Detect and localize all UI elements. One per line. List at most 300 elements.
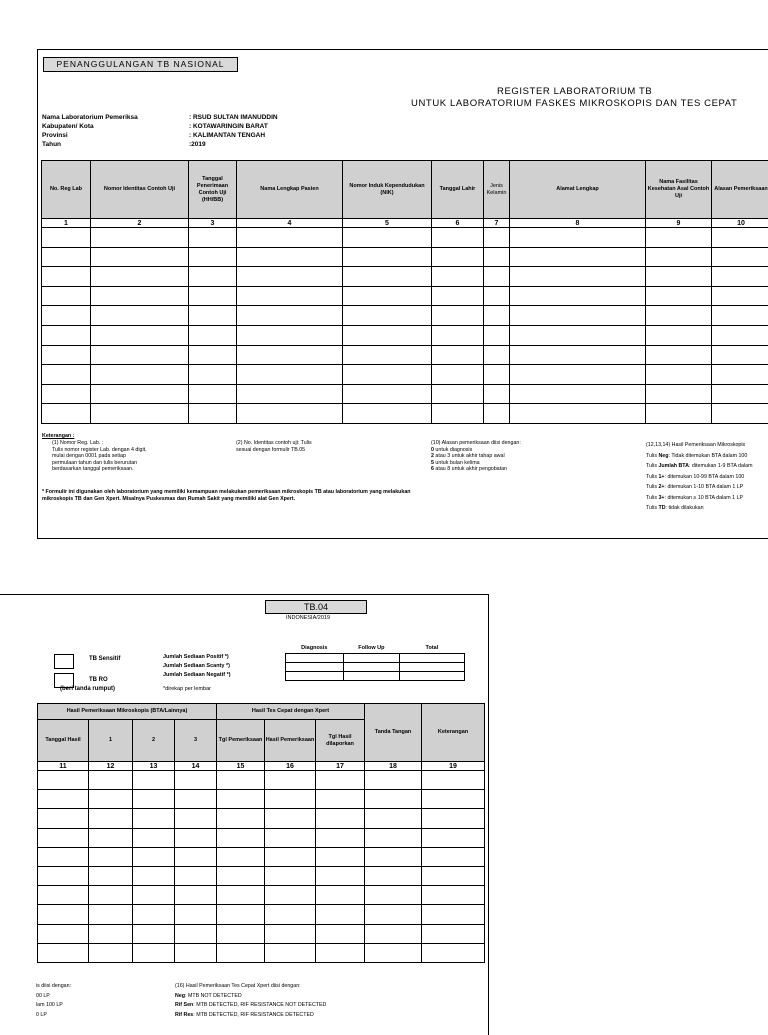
blank-cell[interactable] bbox=[91, 365, 189, 385]
col-number: 1 bbox=[42, 219, 91, 228]
blank-cell[interactable] bbox=[365, 943, 422, 962]
col-keterangan: Keterangan bbox=[422, 704, 485, 762]
blank-cell[interactable] bbox=[189, 384, 237, 404]
blank-cell[interactable] bbox=[712, 325, 768, 345]
blank-cell[interactable] bbox=[133, 886, 175, 905]
col-tgl-hasil-dilaporkan: Tgl Hasil dilaporkan bbox=[316, 720, 365, 762]
table-row bbox=[42, 325, 768, 345]
blank-cell[interactable] bbox=[38, 847, 89, 866]
blank-cell[interactable] bbox=[42, 247, 91, 267]
table-row bbox=[42, 365, 768, 385]
blank-cell[interactable] bbox=[365, 828, 422, 847]
blank-cell[interactable] bbox=[510, 325, 646, 345]
blank-cell[interactable] bbox=[42, 228, 91, 248]
note-code: 1+ bbox=[658, 474, 664, 480]
blank-cell[interactable] bbox=[510, 384, 646, 404]
blank-cell[interactable] bbox=[42, 404, 91, 424]
column-number-row bbox=[42, 219, 768, 228]
blank-cell[interactable] bbox=[365, 924, 422, 943]
xpert-notes-title: (16) Hasil Pemeriksaan Tes Cepat Xpert diisi dengan: bbox=[175, 982, 326, 992]
note-code: 5 bbox=[431, 460, 434, 466]
blank-cell[interactable] bbox=[133, 905, 175, 924]
tb-sensitif-checkbox[interactable] bbox=[54, 654, 74, 669]
blank-cell[interactable] bbox=[189, 404, 237, 424]
col-tgl-pemeriksaan: Tgl Pemeriksaan bbox=[217, 720, 265, 762]
table-row bbox=[42, 228, 768, 248]
blank-cell[interactable] bbox=[646, 404, 712, 424]
blank-cell[interactable] bbox=[217, 809, 265, 828]
col-tgl-lahir: Tanggal Lahir bbox=[432, 161, 484, 219]
blank-cell[interactable] bbox=[432, 384, 484, 404]
blank-cell[interactable] bbox=[484, 325, 510, 345]
blank-cell[interactable] bbox=[646, 228, 712, 248]
blank-cell[interactable] bbox=[343, 228, 432, 248]
blank-cell[interactable] bbox=[484, 267, 510, 287]
blank-cell[interactable] bbox=[217, 905, 265, 924]
col-tanda-tangan: Tanda Tangan bbox=[365, 704, 422, 762]
blank-cell[interactable] bbox=[510, 267, 646, 287]
blank-cell[interactable] bbox=[91, 286, 189, 306]
blank-cell[interactable] bbox=[38, 828, 89, 847]
blank-cell[interactable] bbox=[432, 325, 484, 345]
blank-cell[interactable] bbox=[484, 345, 510, 365]
table-row bbox=[38, 943, 485, 962]
register-table bbox=[41, 160, 768, 424]
footnote: * Formulir ini digunakan oleh laboratorium yang memiliki kemampuan melakukan pemeriksaan mikroskopis TB atau laboratorium yang melakukan mikroskopis TB dan Gen Xpert. Misalnya Puskesmas dan Rumah Sakit yang memiliki alat Gen Xpert. bbox=[42, 489, 762, 502]
blank-cell[interactable] bbox=[89, 828, 133, 847]
tb-sensitif-label: TB Sensitif bbox=[89, 656, 120, 662]
blank-cell[interactable] bbox=[646, 345, 712, 365]
blank-cell[interactable] bbox=[712, 247, 768, 267]
blank-cell[interactable] bbox=[42, 325, 91, 345]
blank-cell[interactable] bbox=[91, 345, 189, 365]
blank-cell[interactable] bbox=[646, 247, 712, 267]
blank-cell[interactable] bbox=[42, 384, 91, 404]
blank-cell[interactable] bbox=[91, 325, 189, 345]
note-text: : MTB DETECTED, RIF RESISTANCE NOT DETECTED bbox=[193, 1002, 326, 1008]
blank-cell[interactable] bbox=[343, 365, 432, 385]
note-mikroskopis: (12,13,14) Hasil Pemeriksaan Mikroskopis Tulis Neg: Tidak ditemukan BTA dalam 100 Tulis Jumlah BTA: ditemukan 1-9 BTA dalam Tulis 1+: ditemukan 10-99 BTA dalam 100 Tulis 2+: ditemukan 1-10 BTA dalam 1 LP Tulis 3+: ditemukan ≥ 10 BTA dalam 1 LP Tulis TD: tidak dilakukan bbox=[646, 440, 768, 514]
blank-cell[interactable] bbox=[38, 790, 89, 809]
blank-cell[interactable] bbox=[89, 809, 133, 828]
blank-cell[interactable] bbox=[712, 345, 768, 365]
note-code: Neg bbox=[175, 993, 185, 999]
blank-cell[interactable] bbox=[422, 866, 485, 885]
blank-cell[interactable] bbox=[265, 866, 316, 885]
col-number: 4 bbox=[237, 219, 343, 228]
blank-cell[interactable] bbox=[712, 286, 768, 306]
blank-cell[interactable] bbox=[91, 228, 189, 248]
blank-cell[interactable] bbox=[237, 286, 343, 306]
blank-cell[interactable] bbox=[91, 306, 189, 326]
blank-cell[interactable] bbox=[89, 924, 133, 943]
sum-row-label: Jumlah Sediaan Scanty *) bbox=[163, 662, 285, 671]
col-alasan: Alasan Pemeriksaan bbox=[712, 161, 768, 219]
col-number: 5 bbox=[343, 219, 432, 228]
blank-cell[interactable] bbox=[237, 267, 343, 287]
meta-value-kabupaten: : KOTAWARINGIN BARAT bbox=[189, 123, 268, 130]
note-text: : MTB DETECTED, RIF RESISTANCE DETECTED bbox=[193, 1012, 314, 1018]
blank-cell[interactable] bbox=[365, 790, 422, 809]
blank-cell[interactable] bbox=[237, 325, 343, 345]
blank-cell[interactable] bbox=[89, 866, 133, 885]
blank-cell[interactable] bbox=[422, 809, 485, 828]
blank-cell[interactable] bbox=[133, 866, 175, 885]
blank-cell[interactable] bbox=[510, 306, 646, 326]
blank-cell[interactable] bbox=[646, 286, 712, 306]
col-id-contoh: Nomor Identitas Contoh Uji bbox=[91, 161, 189, 219]
blank-cell[interactable] bbox=[265, 828, 316, 847]
left-note-line: 00 LP bbox=[36, 992, 71, 1002]
blank-cell[interactable] bbox=[217, 886, 265, 905]
note-id-contoh: (2) No. Identitas contoh uji: Tulis sesuai dengan formulir TB.05 bbox=[236, 440, 312, 453]
group-xpert: Hasil Tes Cepat dengan Xpert bbox=[217, 704, 365, 720]
blank-cell[interactable] bbox=[175, 866, 217, 885]
blank-cell[interactable] bbox=[175, 809, 217, 828]
checkbox-note: (beri tanda rumput) bbox=[60, 686, 115, 692]
blank-cell[interactable] bbox=[316, 847, 365, 866]
blank-cell[interactable] bbox=[365, 886, 422, 905]
blank-cell[interactable] bbox=[510, 228, 646, 248]
table-row bbox=[38, 886, 485, 905]
blank-cell[interactable] bbox=[38, 866, 89, 885]
blank-cell[interactable] bbox=[432, 247, 484, 267]
blank-cell[interactable] bbox=[712, 404, 768, 424]
blank-cell[interactable] bbox=[265, 847, 316, 866]
table-row bbox=[42, 306, 768, 326]
note-text: untuk diagnosis bbox=[434, 447, 472, 453]
blank-cell[interactable] bbox=[422, 886, 485, 905]
sum-note: *direkap per lembar bbox=[163, 686, 211, 692]
blank-cell[interactable] bbox=[175, 771, 217, 790]
blank-cell[interactable] bbox=[422, 771, 485, 790]
note-no-reg: (1) Nomor Reg. Lab. : Tulis nomor register Lab. dengan 4 digit, mulai dengan 0001 pada setiap permulaan tahun dan tulis berurutan berdasarkan tanggal pemeriksaan. bbox=[52, 440, 147, 473]
col-number: 9 bbox=[646, 219, 712, 228]
sum-row-label: Jumlah Sediaan Positif *) bbox=[163, 653, 285, 662]
blank-cell[interactable] bbox=[89, 886, 133, 905]
blank-cell[interactable] bbox=[38, 771, 89, 790]
blank-cell[interactable] bbox=[422, 790, 485, 809]
blank-cell[interactable] bbox=[189, 228, 237, 248]
blank-cell[interactable] bbox=[189, 306, 237, 326]
blank-cell[interactable] bbox=[432, 267, 484, 287]
col-number: 6 bbox=[432, 219, 484, 228]
blank-cell[interactable] bbox=[646, 306, 712, 326]
xpert-notes bbox=[175, 982, 326, 1020]
blank-cell[interactable] bbox=[42, 306, 91, 326]
blank-cell[interactable] bbox=[365, 866, 422, 885]
note-text: : ditemukan 1-9 BTA dalam bbox=[689, 463, 753, 469]
table-row bbox=[42, 267, 768, 287]
table-row bbox=[42, 384, 768, 404]
sum-header-total: Total bbox=[399, 644, 464, 653]
left-note-line: 0 LP bbox=[36, 1011, 71, 1021]
result-table bbox=[37, 703, 485, 963]
note-text: atau 3 untuk akhir tahap awal bbox=[434, 453, 505, 459]
blank-cell[interactable] bbox=[175, 886, 217, 905]
note-code: 2 bbox=[431, 453, 434, 459]
blank-cell[interactable] bbox=[343, 267, 432, 287]
col-number: 15 bbox=[217, 762, 265, 771]
blank-cell[interactable] bbox=[422, 905, 485, 924]
blank-cell[interactable] bbox=[189, 286, 237, 306]
blank-cell[interactable] bbox=[343, 325, 432, 345]
blank-cell[interactable] bbox=[217, 790, 265, 809]
note-code: Rif Res bbox=[175, 1012, 193, 1018]
note-code: Rif Sen bbox=[175, 1002, 193, 1008]
blank-cell[interactable] bbox=[343, 306, 432, 326]
blank-cell[interactable] bbox=[133, 828, 175, 847]
table-row bbox=[38, 924, 485, 943]
note-text: : tidak dilakukan bbox=[666, 505, 704, 511]
blank-cell[interactable] bbox=[237, 247, 343, 267]
col-number: 7 bbox=[484, 219, 510, 228]
blank-cell[interactable] bbox=[510, 345, 646, 365]
col-sample-1: 1 bbox=[89, 720, 133, 762]
blank-cell[interactable] bbox=[484, 365, 510, 385]
blank-cell[interactable] bbox=[38, 809, 89, 828]
blank-cell[interactable] bbox=[38, 905, 89, 924]
blank-cell[interactable] bbox=[316, 790, 365, 809]
blank-cell[interactable] bbox=[133, 809, 175, 828]
blank-cell[interactable] bbox=[365, 771, 422, 790]
blank-cell[interactable] bbox=[217, 847, 265, 866]
form-edition: INDONESIA/2019 bbox=[286, 615, 330, 621]
sum-header-followup: Follow Up bbox=[343, 644, 399, 653]
blank-cell[interactable] bbox=[175, 790, 217, 809]
blank-cell[interactable] bbox=[484, 384, 510, 404]
blank-cell[interactable] bbox=[189, 247, 237, 267]
blank-cell[interactable] bbox=[432, 306, 484, 326]
note-text: : MTB NOT DETECTED bbox=[185, 993, 242, 999]
blank-cell[interactable] bbox=[237, 365, 343, 385]
blank-cell[interactable] bbox=[646, 365, 712, 385]
note-code: 3+ bbox=[658, 495, 664, 501]
blank-cell[interactable] bbox=[316, 943, 365, 962]
blank-cell[interactable] bbox=[217, 943, 265, 962]
table-row bbox=[38, 847, 485, 866]
blank-cell[interactable] bbox=[712, 306, 768, 326]
blank-cell[interactable] bbox=[189, 365, 237, 385]
program-title-box: PENANGGULANGAN TB NASIONAL bbox=[43, 57, 238, 72]
blank-cell[interactable] bbox=[316, 924, 365, 943]
blank-cell[interactable] bbox=[89, 790, 133, 809]
meta-value-lab: : RSUD SULTAN IMANUDDIN bbox=[189, 114, 278, 121]
blank-cell[interactable] bbox=[712, 267, 768, 287]
blank-cell[interactable] bbox=[343, 345, 432, 365]
blank-cell[interactable] bbox=[432, 345, 484, 365]
blank-cell[interactable] bbox=[265, 790, 316, 809]
blank-cell[interactable] bbox=[484, 286, 510, 306]
left-note-line: lam 100 LP bbox=[36, 1001, 71, 1011]
blank-cell[interactable] bbox=[712, 365, 768, 385]
blank-cell[interactable] bbox=[38, 943, 89, 962]
blank-cell[interactable] bbox=[484, 228, 510, 248]
blank-cell[interactable] bbox=[133, 847, 175, 866]
blank-cell[interactable] bbox=[265, 924, 316, 943]
blank-cell[interactable] bbox=[175, 828, 217, 847]
blank-cell[interactable] bbox=[89, 943, 133, 962]
note-mikroskopis-title: (12,13,14) Hasil Pemeriksaan Mikroskopis bbox=[646, 440, 768, 451]
blank-cell[interactable] bbox=[510, 365, 646, 385]
blank-cell[interactable] bbox=[91, 384, 189, 404]
note-text: : ditemukan ≥ 10 BTA dalam 1 LP bbox=[665, 495, 743, 501]
col-hasil-pemeriksaan: Hasil Pemeriksaan bbox=[265, 720, 316, 762]
blank-cell[interactable] bbox=[175, 905, 217, 924]
tb-ro-label: TB RO bbox=[89, 677, 108, 683]
note-text: atau 8 untuk akhir pengobatan bbox=[434, 466, 507, 472]
blank-cell[interactable] bbox=[646, 384, 712, 404]
register-title: REGISTER LABORATORIUM TB bbox=[497, 86, 652, 97]
blank-cell[interactable] bbox=[422, 828, 485, 847]
blank-cell[interactable] bbox=[175, 847, 217, 866]
blank-cell[interactable] bbox=[316, 771, 365, 790]
blank-cell[interactable] bbox=[237, 404, 343, 424]
col-nik: Nomor Induk Kependudukan (NIK) bbox=[343, 161, 432, 219]
blank-cell[interactable] bbox=[91, 267, 189, 287]
blank-cell[interactable] bbox=[365, 847, 422, 866]
blank-cell[interactable] bbox=[217, 828, 265, 847]
sum-header-diagnosis: Diagnosis bbox=[285, 644, 343, 653]
blank-cell[interactable] bbox=[237, 384, 343, 404]
blank-cell[interactable] bbox=[42, 365, 91, 385]
note-code: 0 bbox=[431, 447, 434, 453]
blank-cell[interactable] bbox=[422, 847, 485, 866]
blank-cell[interactable] bbox=[365, 905, 422, 924]
blank-cell[interactable] bbox=[484, 306, 510, 326]
blank-cell[interactable] bbox=[316, 809, 365, 828]
col-number: 3 bbox=[189, 219, 237, 228]
col-alamat: Alamat Lengkap bbox=[510, 161, 646, 219]
note-code: Jumlah BTA bbox=[658, 463, 689, 469]
note-code: 2+ bbox=[658, 484, 664, 490]
blank-cell[interactable] bbox=[133, 790, 175, 809]
blank-cell[interactable] bbox=[217, 924, 265, 943]
col-number: 17 bbox=[316, 762, 365, 771]
blank-cell[interactable] bbox=[189, 345, 237, 365]
blank-cell[interactable] bbox=[316, 866, 365, 885]
meta-label-tahun: Tahun bbox=[42, 141, 61, 148]
blank-cell[interactable] bbox=[42, 286, 91, 306]
blank-cell[interactable] bbox=[38, 886, 89, 905]
blank-cell[interactable] bbox=[42, 345, 91, 365]
col-number: 10 bbox=[712, 219, 768, 228]
blank-cell[interactable] bbox=[510, 286, 646, 306]
table-row bbox=[42, 404, 768, 424]
col-sample-3: 3 bbox=[175, 720, 217, 762]
note-text: : Tidak ditemukan BTA dalam 100 bbox=[668, 453, 747, 459]
blank-cell[interactable] bbox=[422, 943, 485, 962]
blank-cell[interactable] bbox=[265, 771, 316, 790]
note-text: untuk bulan kelima bbox=[434, 460, 480, 466]
blank-cell[interactable] bbox=[712, 384, 768, 404]
note-code: TD bbox=[658, 505, 665, 511]
blank-cell[interactable] bbox=[316, 905, 365, 924]
note-code: 6 bbox=[431, 466, 434, 472]
blank-cell[interactable] bbox=[343, 404, 432, 424]
blank-cell[interactable] bbox=[432, 286, 484, 306]
meta-value-tahun: :2019 bbox=[189, 141, 206, 148]
blank-cell[interactable] bbox=[432, 404, 484, 424]
col-number: 2 bbox=[91, 219, 189, 228]
blank-cell[interactable] bbox=[175, 924, 217, 943]
blank-cell[interactable] bbox=[484, 404, 510, 424]
register-subtitle: UNTUK LABORATORIUM FASKES MIKROSKOPIS DAN TES CEPAT bbox=[411, 98, 737, 109]
blank-cell[interactable] bbox=[343, 247, 432, 267]
note-text: : ditemukan 10-99 BTA dalam 100 bbox=[665, 474, 745, 480]
summary-table bbox=[163, 644, 465, 681]
column-number-row bbox=[38, 762, 485, 771]
table-row bbox=[38, 809, 485, 828]
blank-cell[interactable] bbox=[422, 924, 485, 943]
col-nama-pasien: Nama Lengkap Pasien bbox=[237, 161, 343, 219]
notes-heading: Keterangan : bbox=[42, 433, 74, 440]
blank-cell[interactable] bbox=[484, 247, 510, 267]
col-number: 8 bbox=[510, 219, 646, 228]
blank-cell[interactable] bbox=[89, 905, 133, 924]
col-number: 13 bbox=[133, 762, 175, 771]
blank-cell[interactable] bbox=[510, 247, 646, 267]
blank-cell[interactable] bbox=[89, 847, 133, 866]
col-number: 16 bbox=[265, 762, 316, 771]
blank-cell[interactable] bbox=[343, 286, 432, 306]
table-row bbox=[38, 905, 485, 924]
blank-cell[interactable] bbox=[237, 345, 343, 365]
blank-cell[interactable] bbox=[265, 943, 316, 962]
col-jenis-kelamin: Jenis Kelamin bbox=[484, 161, 510, 219]
blank-cell[interactable] bbox=[510, 404, 646, 424]
blank-cell[interactable] bbox=[189, 267, 237, 287]
blank-cell[interactable] bbox=[265, 886, 316, 905]
blank-cell[interactable] bbox=[316, 828, 365, 847]
note-alasan bbox=[431, 440, 521, 473]
blank-cell[interactable] bbox=[343, 384, 432, 404]
blank-cell[interactable] bbox=[91, 404, 189, 424]
register-blank-rows bbox=[42, 228, 768, 424]
blank-cell[interactable] bbox=[646, 325, 712, 345]
blank-cell[interactable] bbox=[133, 924, 175, 943]
blank-cell[interactable] bbox=[316, 886, 365, 905]
blank-cell[interactable] bbox=[38, 924, 89, 943]
blank-cell[interactable] bbox=[365, 809, 422, 828]
blank-cell[interactable] bbox=[265, 809, 316, 828]
col-number: 18 bbox=[365, 762, 422, 771]
blank-cell[interactable] bbox=[89, 771, 133, 790]
blank-cell[interactable] bbox=[712, 228, 768, 248]
blank-cell[interactable] bbox=[133, 771, 175, 790]
blank-cell[interactable] bbox=[175, 943, 217, 962]
col-tgl-penerimaan: Tanggal Penerimaan Contoh Uji (HH/BB) bbox=[189, 161, 237, 219]
blank-cell[interactable] bbox=[189, 325, 237, 345]
blank-cell[interactable] bbox=[91, 247, 189, 267]
blank-cell[interactable] bbox=[217, 771, 265, 790]
blank-cell[interactable] bbox=[432, 228, 484, 248]
table-row bbox=[42, 345, 768, 365]
table-row bbox=[38, 828, 485, 847]
col-no-reg: No. Reg Lab bbox=[42, 161, 91, 219]
blank-cell[interactable] bbox=[237, 306, 343, 326]
blank-cell[interactable] bbox=[217, 866, 265, 885]
blank-cell[interactable] bbox=[42, 267, 91, 287]
blank-cell[interactable] bbox=[265, 905, 316, 924]
blank-cell[interactable] bbox=[432, 365, 484, 385]
blank-cell[interactable] bbox=[646, 267, 712, 287]
col-number: 12 bbox=[89, 762, 133, 771]
meta-label-kabupaten: Kabupaten/ Kota bbox=[42, 123, 94, 130]
group-mikroskopis: Hasil Pemeriksaan Mikroskopis (BTA/Lainnya) bbox=[38, 704, 217, 720]
blank-cell[interactable] bbox=[237, 228, 343, 248]
blank-cell[interactable] bbox=[133, 943, 175, 962]
